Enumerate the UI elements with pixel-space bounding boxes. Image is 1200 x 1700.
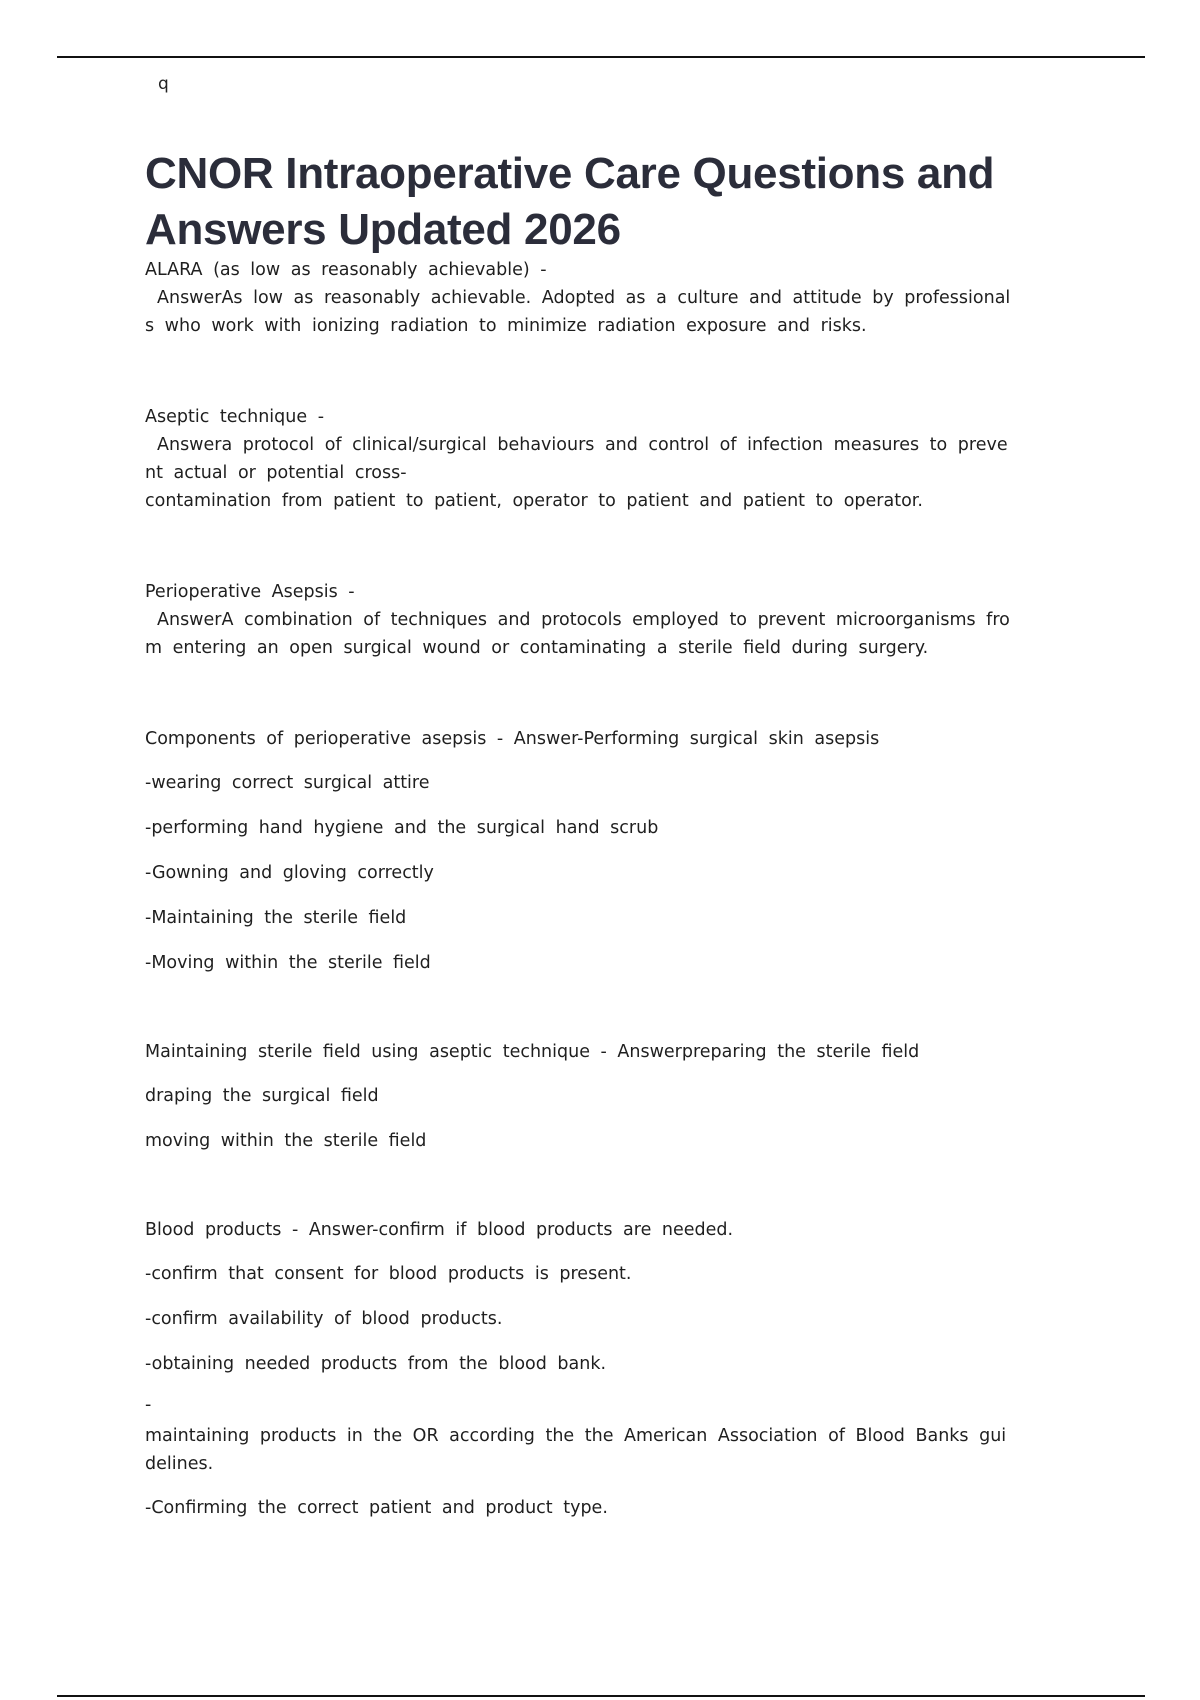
answer-text-continued: nt actual or potential cross- bbox=[145, 463, 407, 483]
question-text: Maintaining sterile field using aseptic technique - Answerpreparing the sterile field bbox=[145, 1042, 920, 1062]
question-text: Aseptic technique - bbox=[145, 407, 325, 427]
question-text: Blood products - Answer-confirm if blood products are needed. bbox=[145, 1220, 734, 1240]
question-text: Perioperative Asepsis - bbox=[145, 582, 355, 602]
list-item: -confirm availability of blood products. bbox=[145, 1309, 503, 1329]
list-item: -obtaining needed products from the blood bank. bbox=[145, 1354, 607, 1374]
list-item: -confirm that consent for blood products is present. bbox=[145, 1264, 632, 1284]
qa-entry-components-asepsis bbox=[145, 725, 1050, 978]
list-item: -wearing correct surgical attire bbox=[145, 773, 430, 793]
answer-text: AnswerAs low as reasonably achievable. Adopted as a culture and attitude by professional bbox=[157, 288, 1011, 308]
list-item-continued: delines. bbox=[145, 1454, 214, 1474]
list-item: - bbox=[145, 1395, 152, 1415]
question-text: Components of perioperative asepsis - Answer-Performing surgical skin asepsis bbox=[145, 729, 880, 749]
document-title: CNOR Intraoperative Care Questions and Answers Updated 2026 bbox=[145, 149, 995, 254]
qa-entry-maintaining-sterile-field bbox=[145, 1038, 1050, 1156]
qa-entry-blood-products bbox=[145, 1216, 1050, 1523]
list-item: -Maintaining the sterile field bbox=[145, 908, 407, 928]
list-item: draping the surgical field bbox=[145, 1086, 379, 1106]
answer-text-continued: m entering an open surgical wound or contaminating a sterile field during surgery. bbox=[145, 638, 929, 658]
answer-text: AnswerA combination of techniques and protocols employed to prevent microorganisms fro bbox=[157, 610, 1010, 630]
qa-entry-alara bbox=[145, 256, 1050, 340]
top-rule bbox=[57, 56, 1145, 58]
list-item: -Moving within the sterile field bbox=[145, 953, 431, 973]
answer-text-continued: s who work with ionizing radiation to minimize radiation exposure and risks. bbox=[145, 316, 867, 336]
list-item: -Gowning and gloving correctly bbox=[145, 863, 434, 883]
bottom-rule bbox=[57, 1695, 1145, 1697]
list-item: -Confirming the correct patient and product type. bbox=[145, 1498, 608, 1518]
list-item: moving within the sterile field bbox=[145, 1131, 427, 1151]
list-item: -performing hand hygiene and the surgical hand scrub bbox=[145, 818, 659, 838]
question-text: ALARA (as low as reasonably achievable) - bbox=[145, 260, 547, 280]
qa-entry-perioperative-asepsis bbox=[145, 578, 1050, 662]
answer-text-continued: contamination from patient to patient, operator to patient and patient to operator. bbox=[145, 491, 923, 511]
list-item: maintaining products in the OR according the the American Association of Blood Banks gui bbox=[145, 1426, 1007, 1446]
answer-text: Answera protocol of clinical/surgical behaviours and control of infection measures to preve bbox=[157, 435, 1008, 455]
qa-entry-aseptic-technique bbox=[145, 403, 1050, 515]
page-mark: q bbox=[158, 74, 169, 94]
document-body bbox=[145, 146, 1050, 1523]
